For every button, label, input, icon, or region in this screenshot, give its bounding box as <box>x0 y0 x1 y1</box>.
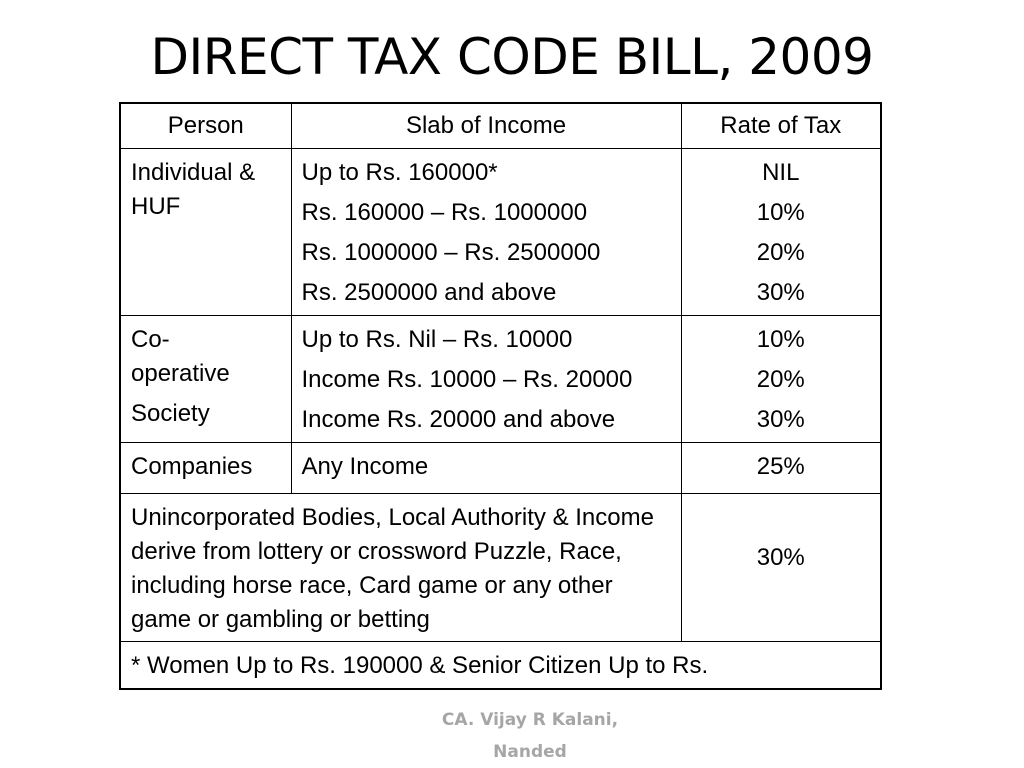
unincorporated-bodies-cell <box>120 494 681 642</box>
slab-text: Income Rs. 10000 – Rs. 20000 <box>301 366 633 393</box>
tax-rate-table <box>119 102 882 690</box>
slab-cell <box>291 443 681 494</box>
table-header-row <box>120 103 881 149</box>
slab-text: Up to Rs. Nil – Rs. 10000 <box>301 326 573 353</box>
table-row <box>120 316 881 443</box>
person-cell <box>120 443 291 494</box>
person-cell <box>120 316 291 443</box>
slab-text: Rs. 2500000 and above <box>301 279 557 306</box>
rate-text: 20% <box>756 239 805 266</box>
rate-text: 30% <box>756 279 805 306</box>
slab-cell <box>291 149 681 316</box>
slab-text: Any Income <box>301 453 429 480</box>
rate-text: 10% <box>756 199 805 226</box>
header-rate-of-tax: Rate of Tax <box>681 103 881 149</box>
rate-text: 30% <box>756 406 805 433</box>
slab-cell <box>291 316 681 443</box>
rate-cell <box>681 316 881 443</box>
slab-text: Rs. 160000 – Rs. 1000000 <box>301 199 588 226</box>
rate-cell <box>681 149 881 316</box>
person-text: Companies <box>131 453 253 480</box>
slab-text: Rs. 1000000 – Rs. 2500000 <box>301 239 601 266</box>
header-slab-of-income: Slab of Income <box>291 103 681 149</box>
rate-cell <box>681 443 881 494</box>
rate-cell <box>681 494 881 642</box>
person-text: Individual & <box>131 159 256 186</box>
unincorporated-bodies-text: Unincorporated Bodies, Local Authority & Income derive from lottery or crossword Puzzle, Race, including horse race, Card game or any other game or gambling or betting <box>131 504 654 633</box>
table-row <box>120 494 881 642</box>
author-credit: CA. Vijay R Kalani, Nanded <box>441 710 619 762</box>
rate-text: 20% <box>756 366 805 393</box>
person-text: Co- <box>131 326 170 353</box>
footnote-row <box>120 642 881 690</box>
rate-text: 30% <box>756 544 805 571</box>
footnote-cell <box>120 642 881 690</box>
slide-title: DIRECT TAX CODE BILL, 2009 <box>150 28 874 86</box>
footnote-text: * Women Up to Rs. 190000 & Senior Citizen Up to Rs. <box>131 652 709 679</box>
rate-text: NIL <box>762 159 800 186</box>
slab-text: Up to Rs. 160000* <box>301 159 498 186</box>
rate-text: 10% <box>756 326 805 353</box>
person-text: Society <box>131 400 210 427</box>
table-row <box>120 443 881 494</box>
rate-text: 25% <box>756 453 805 480</box>
person-cell <box>120 149 291 316</box>
person-text: HUF <box>131 193 181 220</box>
table-row <box>120 149 881 316</box>
header-person: Person <box>120 103 291 149</box>
slab-text: Income Rs. 20000 and above <box>301 406 616 433</box>
person-text: operative <box>131 360 230 387</box>
